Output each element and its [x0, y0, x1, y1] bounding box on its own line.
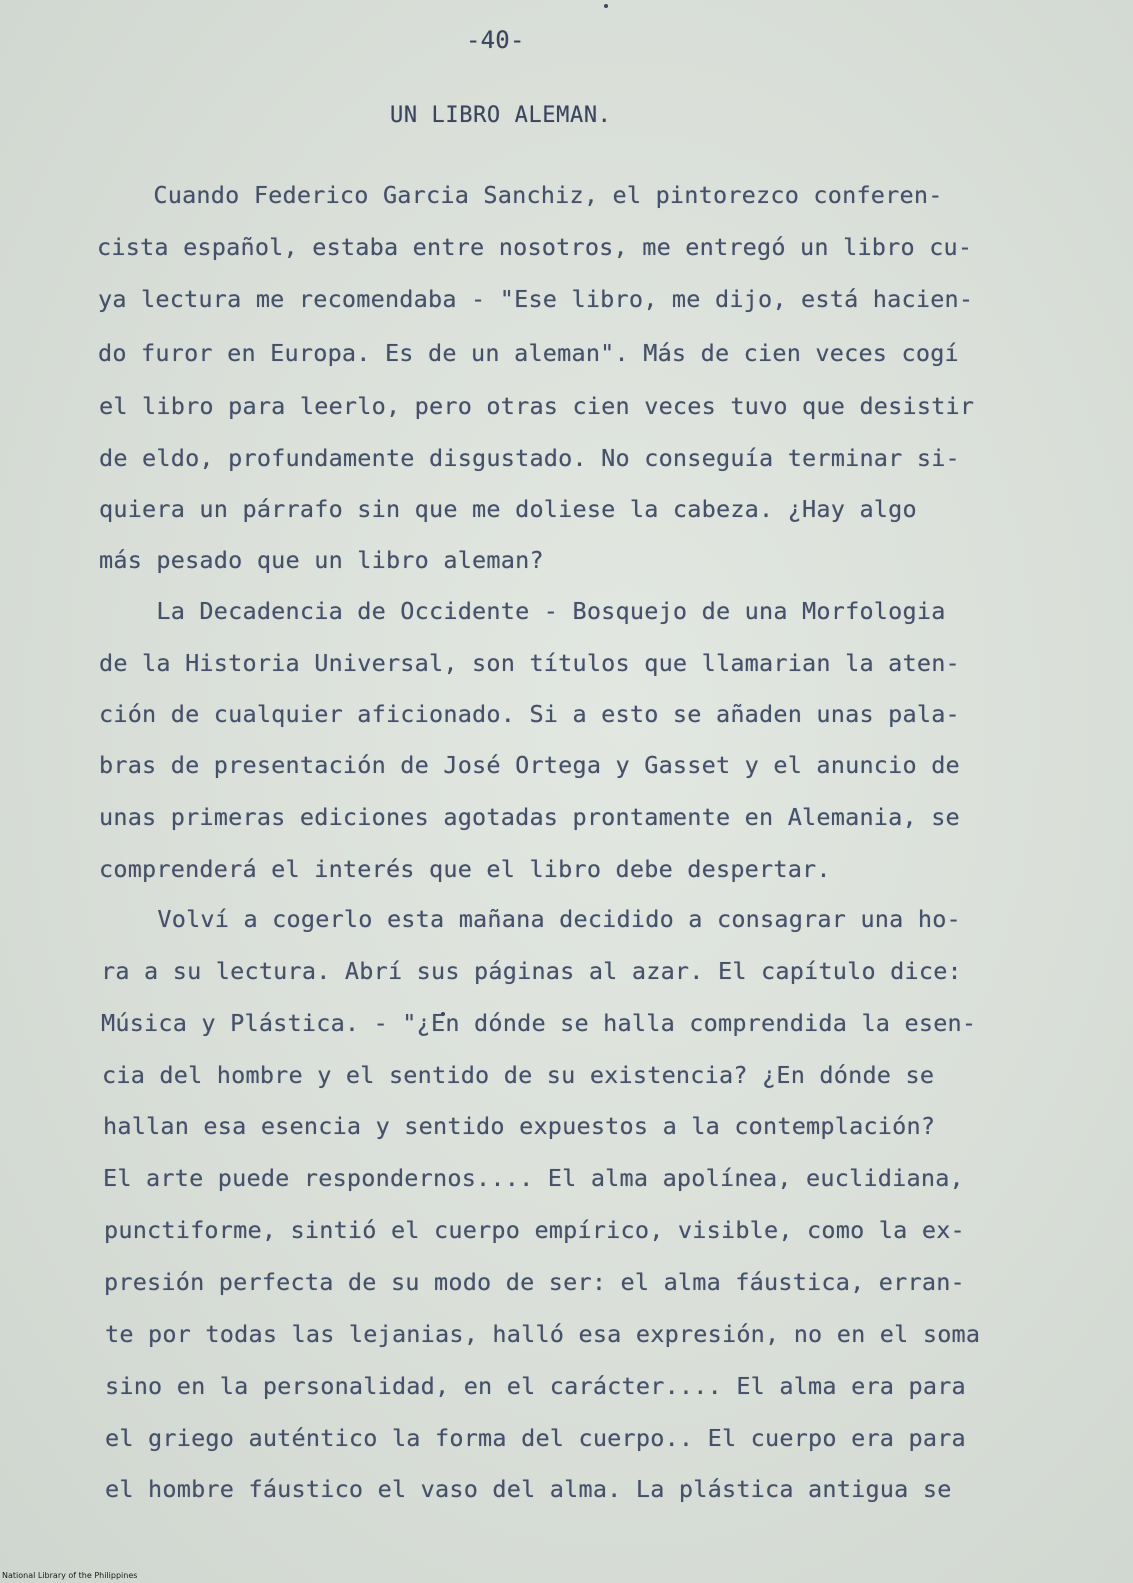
- ink-speck: [604, 4, 608, 8]
- text-line: el hombre fáustico el vaso del alma. La plástica antigua se: [105, 1475, 952, 1503]
- text-line: el griego auténtico la forma del cuerpo.. El cuerpo era para: [105, 1424, 966, 1452]
- text-line: sino en la personalidad, en el carácter.... El alma era para: [105, 1372, 966, 1400]
- text-line: punctiforme, sintió el cuerpo empírico, visible, como la ex-: [104, 1216, 965, 1244]
- text-line: La Decadencia de Occidente - Bosquejo de una Morfologia: [99, 597, 946, 625]
- text-line: cia del hombre y el sentido de su existencia? ¿En dónde se: [102, 1061, 935, 1089]
- text-line: ra a su lectura. Abrí sus páginas al azar. El capítulo dice:: [101, 957, 962, 985]
- text-line: ción de cualquier aficionado. Si a esto se añaden unas pala-: [99, 700, 960, 728]
- text-line: bras de presentación de José Ortega y Gasset y el anuncio de: [99, 751, 960, 779]
- text-line: Cuando Federico Garcia Sanchiz, el pintorezco conferen-: [96, 181, 943, 209]
- text-line: cista español, estaba entre nosotros, me entregó un libro cu-: [97, 233, 973, 261]
- text-line: de eldo, profundamente disgustado. No conseguía terminar si-: [99, 444, 960, 472]
- text-line: comprenderá el interés que el libro debe despertar.: [99, 855, 831, 883]
- page-number: -40-: [466, 26, 525, 54]
- text-line: de la Historia Universal, son títulos que llamarian la aten-: [99, 649, 960, 677]
- text-line: El arte puede respondernos.... El alma apolínea, euclidiana,: [103, 1164, 964, 1192]
- page-title: UN LIBRO ALEMAN.: [390, 103, 612, 128]
- text-line: unas primeras ediciones agotadas prontamente en Alemania, se: [99, 803, 960, 831]
- text-line: te por todas las lejanias, halló esa expresión, no en el soma: [105, 1320, 981, 1348]
- text-line: más pesado que un libro aleman?: [99, 546, 544, 574]
- text-line: quiera un párrafo sin que me doliese la cabeza. ¿Hay algo: [99, 495, 917, 523]
- text-line: hallan esa esencia y sentido expuestos a la contemplación?: [103, 1112, 936, 1140]
- text-line: Volví a cogerlo esta mañana decidido a consagrar una ho-: [100, 905, 961, 933]
- text-line: do furor en Europa. Es de un aleman". Más de cien veces cogí: [98, 339, 959, 367]
- text-line: el libro para leerlo, pero otras cien veces tuvo que desistir: [99, 392, 975, 420]
- text-line: Música y Plástica. - "¿En dónde se halla comprendida la esen-: [101, 1009, 977, 1037]
- text-line: ya lectura me recomendaba - "Ese libro, me dijo, está hacien-: [98, 285, 974, 313]
- text-line: presión perfecta de su modo de ser: el alma fáustica, erran-: [104, 1268, 965, 1296]
- footer-attribution: National Library of the Philippines: [2, 1571, 138, 1580]
